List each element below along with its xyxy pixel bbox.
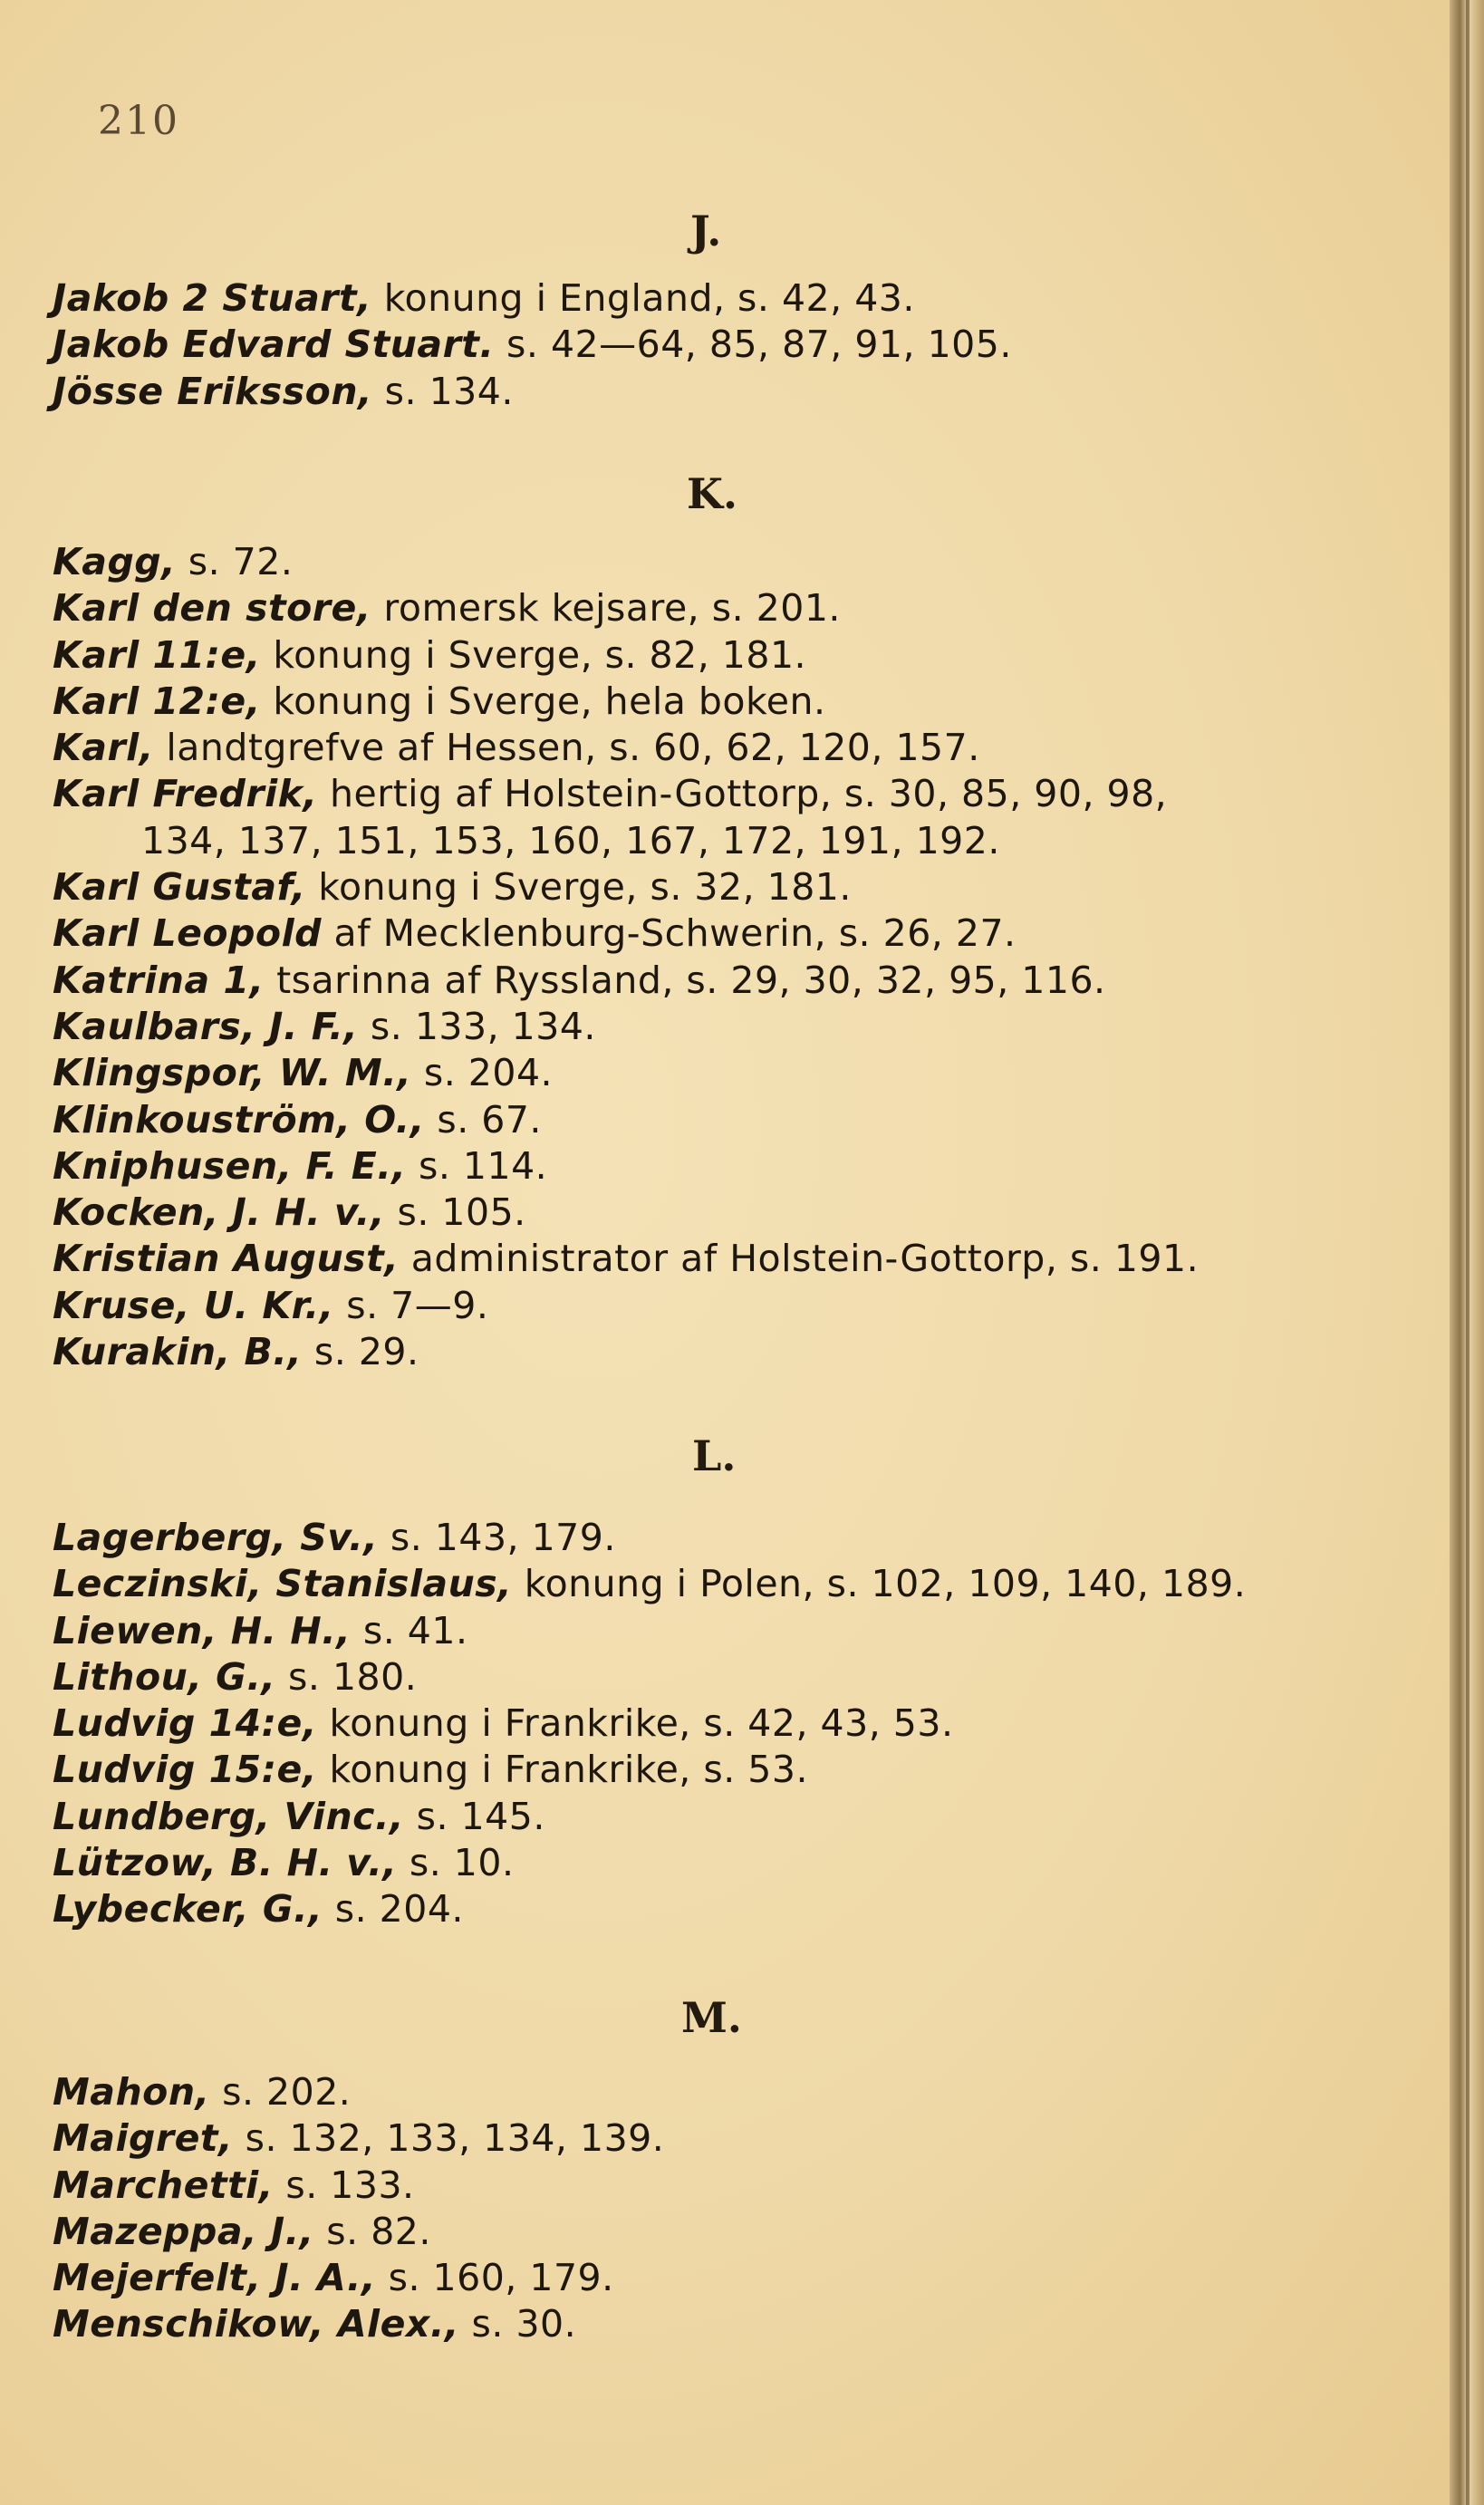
index-entry: Karl 12:e, konung i Sverge, hela boken. — [53, 679, 826, 723]
index-entry: Karl den store, romersk kejsare, s. 201. — [53, 586, 841, 631]
index-entry: Mazeppa, J., s. 82. — [53, 2209, 431, 2253]
index-entry-continuation: 134, 137, 151, 153, 160, 167, 172, 191, 192. — [141, 818, 1000, 862]
index-entry: Jösse Eriksson, s. 134. — [53, 369, 514, 413]
index-entry: Klingspor, W. M., s. 204. — [53, 1051, 554, 1095]
section-l-entries — [53, 1515, 1246, 1933]
index-entry: Katrina 1, tsarinna af Ryssland, s. 29, 30, 32, 95, 116. — [53, 958, 1106, 1002]
index-entry: Kurakin, B., s. 29. — [53, 1330, 419, 1374]
section-letter-j: J. — [690, 207, 722, 255]
index-entry: Lagerberg, Sv., s. 143, 179. — [53, 1516, 616, 1559]
index-entry: Leczinski, Stanislaus, konung i Polen, s. 102, 109, 140, 189. — [53, 1562, 1247, 1606]
index-entry: Kruse, U. Kr., s. 7—9. — [53, 1283, 489, 1327]
index-entry: Karl, landtgrefve af Hessen, s. 60, 62, 120, 157. — [53, 726, 980, 770]
section-letter-k: K. — [687, 469, 737, 518]
index-entry: Karl Fredrik, hertig af Holstein-Gottorp, s. 30, 85, 90, 98, — [53, 772, 1168, 816]
index-entry: Mejerfelt, J. A., s. 160, 179. — [53, 2256, 614, 2300]
section-letter-m: M. — [681, 1993, 742, 2042]
index-entry: Mahon, s. 202. — [53, 2070, 352, 2114]
section-letter-l: L. — [692, 1431, 737, 1480]
section-j-entries — [53, 275, 1012, 415]
index-entry: Karl Gustaf, konung i Sverge, s. 32, 181. — [53, 865, 852, 910]
index-entry: Klinkouström, O., s. 67. — [53, 1097, 542, 1142]
index-entry: Kaulbars, J. F., s. 133, 134. — [53, 1004, 596, 1048]
index-entry: Lithou, G., s. 180. — [53, 1654, 418, 1699]
index-entry: Kocken, J. H. v., s. 105. — [53, 1190, 526, 1235]
section-m-entries — [53, 2069, 664, 2348]
index-entry: Ludvig 14:e, konung i Frankrike, s. 42, 43, 53. — [53, 1701, 954, 1746]
index-entry: Jakob Edvard Stuart. s. 42—64, 85, 87, 91, 105. — [53, 323, 1012, 367]
spine-edge — [1466, 0, 1470, 2505]
index-entry: Kniphusen, F. E., s. 114. — [53, 1143, 548, 1188]
index-entry: Kagg, s. 72. — [53, 540, 294, 583]
index-entry: Marchetti, s. 133. — [53, 2163, 415, 2207]
index-entry: Menschikow, Alex., s. 30. — [53, 2302, 577, 2346]
index-entry: Lützow, B. H. v., s. 10. — [53, 1841, 515, 1885]
index-entry: Kristian August, administrator af Holstein-Gottorp, s. 191. — [53, 1237, 1200, 1281]
index-entry: Lybecker, G., s. 204. — [53, 1887, 464, 1932]
index-entry: Lundberg, Vinc., s. 145. — [53, 1794, 545, 1838]
index-entry: Karl 11:e, konung i Sverge, s. 82, 181. — [53, 632, 807, 677]
index-entry: Karl Leopold af Mecklenburg-Schwerin, s. 26, 27. — [53, 911, 1017, 956]
index-entry: Liewen, H. H., s. 41. — [53, 1608, 468, 1652]
index-entry: Ludvig 15:e, konung i Frankrike, s. 53. — [53, 1748, 809, 1792]
page-number: 210 — [98, 98, 179, 144]
index-entry: Maigret, s. 132, 133, 134, 139. — [53, 2116, 665, 2161]
section-k-entries — [53, 539, 1199, 1375]
index-entry: Jakob 2 Stuart, konung i England, s. 42, 43. — [53, 276, 915, 320]
